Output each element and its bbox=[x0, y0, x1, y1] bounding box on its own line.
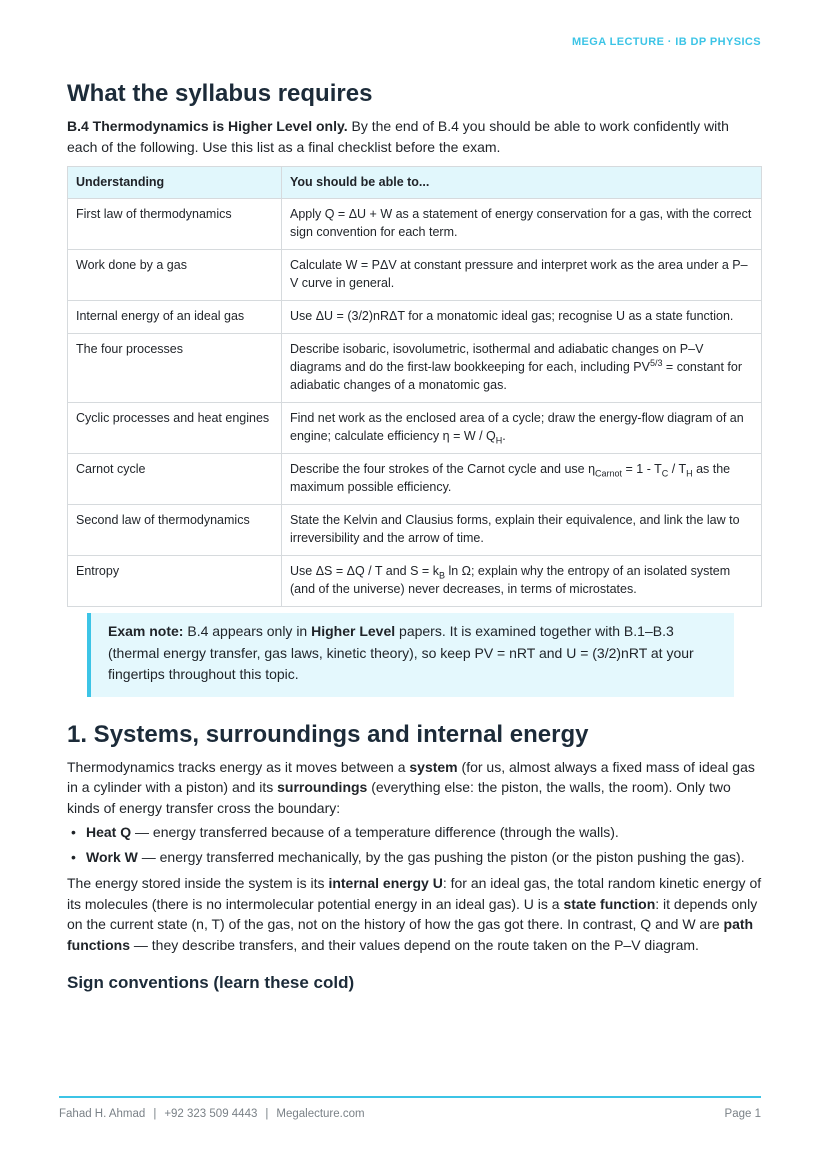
footer-divider bbox=[59, 1096, 761, 1098]
table-row bbox=[68, 505, 762, 556]
desc-text: / T bbox=[668, 462, 687, 476]
table-row bbox=[68, 556, 762, 607]
paragraph-text: (everything else: the piston, the walls, the room). Only two kinds of energy transfer cross the boundary: bbox=[67, 779, 731, 816]
footer-phone: +92 323 509 4443 bbox=[164, 1108, 258, 1120]
energy-transfer-list bbox=[67, 822, 762, 867]
paragraph-text: (for us, almost always a fixed mass of ideal gas in a cylinder with a piston) and its bbox=[67, 758, 755, 795]
table-header-understanding: Understanding bbox=[68, 167, 282, 199]
desc-superscript: 5/3 bbox=[649, 357, 663, 368]
syllabus-title: What the syllabus requires bbox=[67, 80, 373, 107]
table-row bbox=[68, 301, 762, 334]
list-item-term: Work W bbox=[86, 848, 138, 865]
paragraph-text: The energy stored inside the system is its bbox=[67, 875, 329, 891]
table-cell-topic: Entropy bbox=[68, 556, 282, 607]
desc-text: Find net work as the enclosed area of a cycle; draw the energy-flow diagram of an engine; calculate efficiency η = W / Q bbox=[290, 411, 744, 443]
term-system: system bbox=[409, 758, 458, 775]
term-surroundings: surroundings bbox=[277, 779, 368, 795]
table-cell-topic: Internal energy of an ideal gas bbox=[68, 301, 282, 334]
intro-bold: B.4 Thermodynamics is Higher Level only. bbox=[67, 118, 348, 134]
table-row bbox=[68, 334, 762, 403]
table-cell-desc: State the Kelvin and Clausius forms, explain their equivalence, and link the law to irreversibility and the arrow of time. bbox=[282, 505, 762, 556]
table-cell-desc: Calculate W = PΔV at constant pressure and interpret work as the area under a P–V curve in general. bbox=[282, 250, 762, 301]
exam-note-callout bbox=[87, 613, 734, 697]
desc-text: . bbox=[502, 429, 506, 443]
paragraph-text: Thermodynamics tracks energy as it moves between a bbox=[67, 758, 410, 775]
table-cell-topic: Cyclic processes and heat engines bbox=[68, 403, 282, 454]
term-state-function: state function bbox=[563, 895, 656, 912]
paragraph-text: — they describe transfers, and their values depend on the route taken on the P–V diagram. bbox=[130, 936, 699, 953]
desc-text: Use ΔS = ΔQ / T and S = k bbox=[290, 564, 439, 578]
list-item bbox=[71, 847, 762, 868]
list-item bbox=[71, 822, 762, 843]
table-cell-desc bbox=[282, 334, 762, 403]
table-cell-desc bbox=[282, 556, 762, 607]
exam-note-label: Exam note: bbox=[108, 623, 184, 639]
intro-rest: By the end of B.4 you should be able to work confidently with each of the following. Use this list as a final checklist before the exam. bbox=[67, 118, 729, 155]
table-row bbox=[68, 454, 762, 505]
desc-text: = 1 - T bbox=[622, 462, 662, 476]
list-item-term: Heat Q bbox=[86, 824, 132, 840]
term-path-functions: path functions bbox=[67, 916, 754, 953]
paragraph-text: : it depends only on the current state (n, T) of the gas, not on the history of how the gas got there. In contrast, Q and W are bbox=[67, 895, 758, 932]
desc-subscript: H bbox=[495, 435, 503, 446]
table-cell-topic: Second law of thermodynamics bbox=[68, 505, 282, 556]
footer-separator: | bbox=[153, 1108, 157, 1120]
table-row bbox=[68, 250, 762, 301]
exam-note-text: B.4 appears only in bbox=[183, 623, 312, 639]
section-1-paragraph-1 bbox=[67, 757, 762, 819]
term-internal-energy: internal energy U bbox=[328, 875, 443, 891]
table-cell-topic: The four processes bbox=[68, 334, 282, 403]
table-cell-topic: Carnot cycle bbox=[68, 454, 282, 505]
table-header-able-to: You should be able to... bbox=[282, 167, 762, 199]
table-cell-topic: Work done by a gas bbox=[68, 250, 282, 301]
table-cell-desc bbox=[282, 403, 762, 454]
syllabus-intro bbox=[67, 116, 762, 157]
exam-note-text: papers. It is examined together with B.1–B.3 (thermal energy transfer, gas laws, kinetic theory), so keep PV = nRT and U = (3/2)nRT at your fingertips throughout this topic. bbox=[108, 623, 694, 682]
footer-separator: | bbox=[265, 1108, 269, 1120]
table-cell-topic: First law of thermodynamics bbox=[68, 199, 282, 250]
table-cell-desc: Use ΔU = (3/2)nRΔT for a monatomic ideal gas; recognise U as a state function. bbox=[282, 301, 762, 334]
page-content bbox=[67, 78, 762, 995]
table-header-row bbox=[68, 167, 762, 199]
footer-contact bbox=[59, 1108, 365, 1120]
desc-text: ln Ω; explain why the entropy of an isolated system (and of the universe) never decreases, in terms of microstates. bbox=[290, 564, 731, 596]
syllabus-table bbox=[67, 166, 762, 607]
table-row bbox=[68, 199, 762, 250]
bullet-icon: • bbox=[71, 848, 76, 865]
footer-website: Megalecture.com bbox=[276, 1108, 365, 1120]
desc-subscript: H bbox=[686, 468, 693, 479]
section-1-paragraph-2 bbox=[67, 873, 762, 955]
section-1-title: 1. Systems, surroundings and internal energy bbox=[67, 720, 589, 748]
desc-text: Describe isobaric, isovolumetric, isothermal and adiabatic changes on P–V diagrams and do the first-law bookkeeping for each, including PV bbox=[290, 342, 704, 374]
desc-subscript: Carnot bbox=[595, 468, 623, 479]
desc-subscript: B bbox=[438, 570, 445, 581]
table-cell-desc: Apply Q = ΔU + W as a statement of energy conservation for a gas, with the correct sign convention for each term. bbox=[282, 199, 762, 250]
bullet-icon: • bbox=[71, 824, 76, 840]
footer-author: Fahad H. Ahmad bbox=[59, 1108, 146, 1120]
desc-text: = constant for adiabatic changes of a monatomic gas. bbox=[290, 360, 743, 392]
sign-conventions-heading: Sign conventions (learn these cold) bbox=[67, 973, 355, 992]
paragraph-text: : for an ideal gas, the total random kinetic energy of its molecules (there is no intermolecular potential energy in an ideal gas). U is a bbox=[67, 875, 762, 912]
list-item-text: — energy transferred mechanically, by the gas pushing the piston (or the piston pushing the gas). bbox=[137, 848, 745, 865]
desc-text: Describe the four strokes of the Carnot cycle and use η bbox=[290, 462, 596, 476]
table-row bbox=[68, 403, 762, 454]
table-cell-desc bbox=[282, 454, 762, 505]
header-brand: MEGA LECTURE · IB DP PHYSICS bbox=[571, 36, 761, 48]
exam-note-bold: Higher Level bbox=[311, 623, 396, 639]
list-item-text: — energy transferred because of a temperature difference (through the walls). bbox=[131, 824, 619, 840]
footer-page-number: Page 1 bbox=[724, 1108, 761, 1120]
desc-text: as the maximum possible efficiency. bbox=[290, 462, 731, 494]
desc-subscript: C bbox=[661, 468, 669, 479]
